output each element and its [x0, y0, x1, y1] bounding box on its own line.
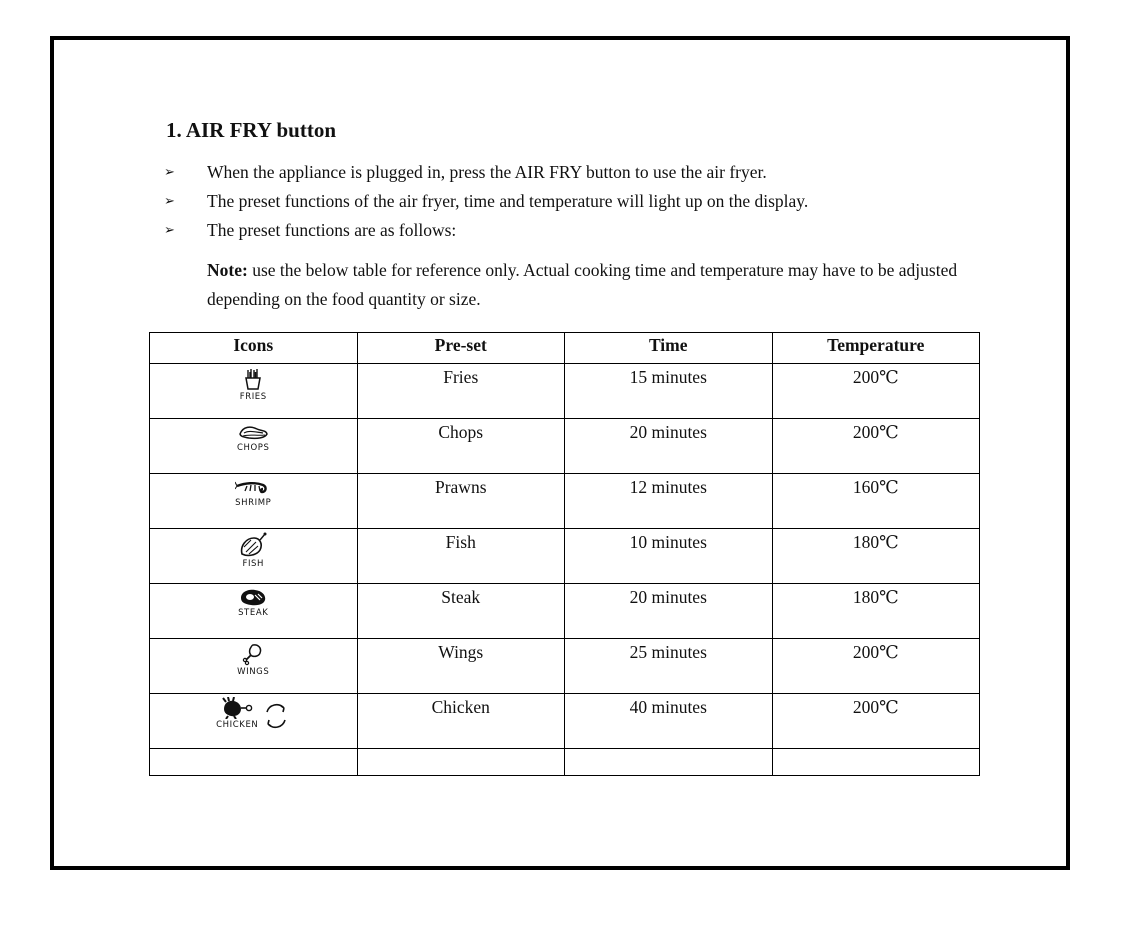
temperature-cell: 180℃	[772, 584, 980, 639]
table-row	[150, 474, 980, 529]
icon-label: SHRIMP	[235, 498, 272, 508]
table-row-empty	[150, 749, 980, 776]
arrow-bullet-icon: ➢	[164, 223, 175, 238]
note-paragraph	[207, 256, 1007, 314]
rotate-icon	[262, 702, 290, 730]
instruction-text: When the appliance is plugged in, press the AIR FRY button to use the air fryer.	[207, 162, 767, 182]
time-cell: 20 minutes	[565, 419, 773, 474]
arrow-bullet-icon: ➢	[164, 165, 175, 180]
temperature-cell: 200℃	[772, 639, 980, 694]
instruction-item	[164, 187, 1024, 216]
empty-cell	[357, 749, 565, 776]
icon-label: STEAK	[238, 608, 269, 618]
instruction-item	[164, 216, 1024, 245]
table-row	[150, 584, 980, 639]
header-temperature: Temperature	[772, 333, 980, 364]
header-time: Time	[565, 333, 773, 364]
header-preset: Pre-set	[357, 333, 565, 364]
icon-label: CHOPS	[236, 443, 270, 453]
icon-cell	[150, 639, 358, 694]
temperature-cell: 160℃	[772, 474, 980, 529]
icon-cell	[150, 474, 358, 529]
icon-label: WINGS	[237, 667, 270, 677]
steak-icon	[238, 587, 268, 607]
instruction-item	[164, 158, 1024, 187]
instruction-list	[164, 158, 1024, 245]
icon-cell	[150, 694, 358, 749]
icon-label: FRIES	[239, 392, 267, 402]
wings-icon	[241, 642, 265, 666]
icon-cell	[150, 364, 358, 419]
table-header-row	[150, 333, 980, 364]
note-text: use the below table for reference only. Actual cooking time and temperature may have to be adjusted depending on the food quantity or size.	[207, 260, 958, 309]
preset-cell: Chicken	[357, 694, 565, 749]
icon-cell	[150, 419, 358, 474]
shrimp-icon	[235, 477, 271, 497]
icon-cell	[150, 584, 358, 639]
table-row	[150, 694, 980, 749]
instruction-text: The preset functions of the air fryer, time and temperature will light up on the display.	[207, 191, 809, 211]
table-row	[150, 419, 980, 474]
preset-cell: Prawns	[357, 474, 565, 529]
temperature-cell: 200℃	[772, 364, 980, 419]
empty-cell	[565, 749, 773, 776]
temperature-cell: 200℃	[772, 419, 980, 474]
icon-label: FISH	[242, 559, 265, 569]
arrow-bullet-icon: ➢	[164, 194, 175, 209]
section-heading: 1. AIR FRY button	[166, 118, 337, 142]
time-cell: 25 minutes	[565, 639, 773, 694]
preset-cell: Fries	[357, 364, 565, 419]
empty-cell	[772, 749, 980, 776]
time-cell: 10 minutes	[565, 529, 773, 584]
fish-icon	[238, 532, 268, 558]
instruction-text: The preset functions are as follows:	[207, 220, 457, 240]
fries-icon	[241, 367, 265, 391]
time-cell: 40 minutes	[565, 694, 773, 749]
preset-cell: Steak	[357, 584, 565, 639]
preset-cell: Fish	[357, 529, 565, 584]
empty-cell	[150, 749, 358, 776]
icon-cell	[150, 529, 358, 584]
header-icons: Icons	[150, 333, 358, 364]
table-row	[150, 529, 980, 584]
preset-cell: Chops	[357, 419, 565, 474]
time-cell: 20 minutes	[565, 584, 773, 639]
temperature-cell: 180℃	[772, 529, 980, 584]
temperature-cell: 200℃	[772, 694, 980, 749]
table-row	[150, 364, 980, 419]
time-cell: 12 minutes	[565, 474, 773, 529]
time-cell: 15 minutes	[565, 364, 773, 419]
preset-cell: Wings	[357, 639, 565, 694]
table-row	[150, 639, 980, 694]
note-label: Note:	[207, 260, 248, 280]
chops-icon	[237, 422, 269, 442]
icon-label: CHICKEN	[216, 720, 259, 730]
chicken-icon	[220, 697, 254, 719]
preset-table	[149, 332, 980, 776]
